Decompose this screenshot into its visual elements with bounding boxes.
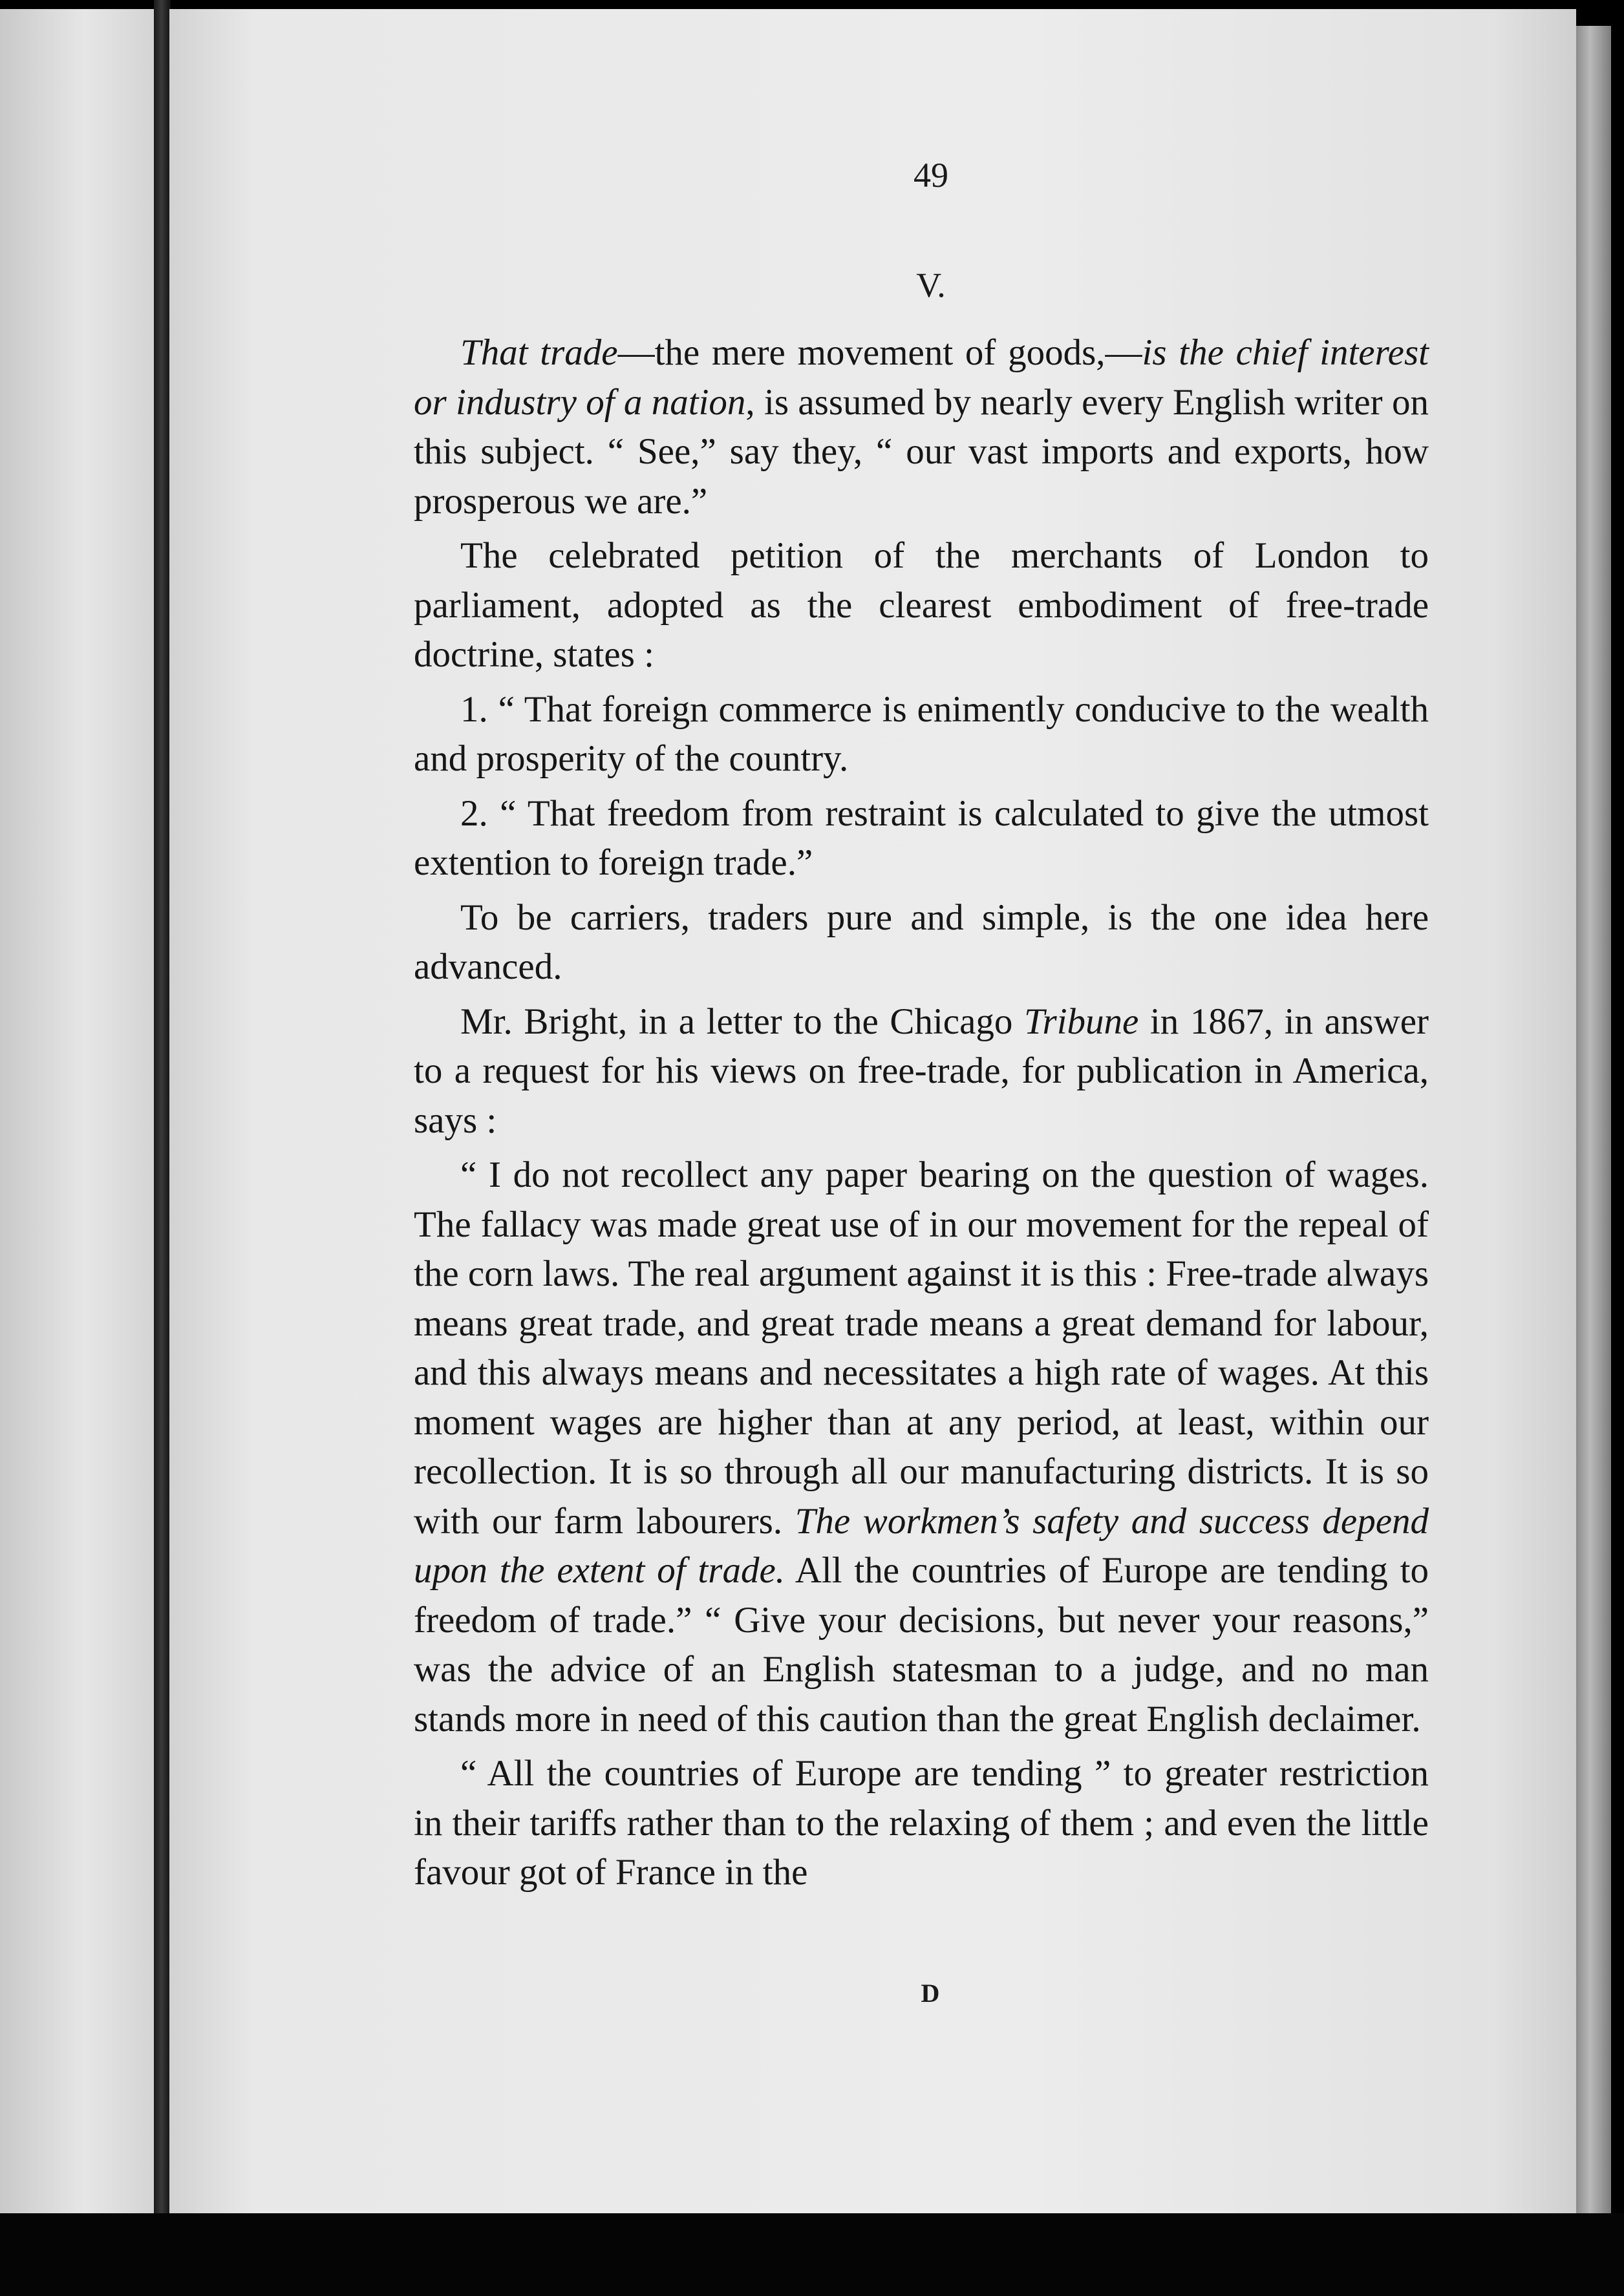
paragraph-6: [414, 997, 1429, 1146]
body-text: [414, 328, 1429, 1903]
paragraph-5: To be carriers, traders pure and simple, is the one idea here advanced.: [414, 897, 1429, 987]
text-run: All the countries of Europe are tending to freedom of trade.” “ Give your decisions, but never your reasons,” was the advice of an English statesman to a judge, and no man stands more in need of this caution than the great English declaimer.: [414, 1550, 1429, 1739]
facing-page-edge: [0, 9, 154, 2213]
italic-phrase: Tribune: [1023, 1001, 1139, 1042]
paragraph-7: [414, 1151, 1429, 1744]
paragraph-2: The celebrated petition of the merchants of London to parliament, adopted as the clearest embodiment of free-trade doctrine, states :: [414, 535, 1429, 675]
paragraph-8: “ All the countries of Europe are tending ” to greater restriction in their tariffs rather than to the relaxing of them ; and even the little favour got of France in the: [414, 1753, 1429, 1893]
text-run: Mr. Bright, in a letter to the Chicago: [460, 1001, 1024, 1042]
section-heading: V.: [916, 266, 946, 304]
text-run: in 1867, in answer to a request for his views on free-trade, for publication in America, says :: [414, 1001, 1429, 1141]
italic-phrase: The workmen’s safety and success depend upon the extent of trade.: [414, 1500, 1429, 1591]
text-run: “ I do not recollect any paper bearing on the question of wages. The fallacy was made great use of in our movement for the repeal of the corn laws. The real argument against it is this : Free-trade always means great trade, and great trade means a great demand for labour, and this always means and necessitates a high rate of wages. At this moment wages are higher than at any period, at least, within our recollection. It is so through all our manufacturing districts. It is so with our farm labourers.: [414, 1154, 1429, 1542]
page-stack-edge: [1576, 26, 1611, 2237]
book-spine: [154, 0, 171, 2224]
italic-phrase: is the chief interest or industry of a nation: [414, 332, 1429, 423]
paragraph-1: [414, 328, 1429, 526]
scan-border: [0, 2213, 1624, 2296]
text-run: —the mere movement of goods,—: [617, 332, 1142, 373]
paragraph-3: 1. “ That foreign commerce is enimently conducive to the wealth and prosperity of the country.: [414, 688, 1429, 779]
text-run: , is assumed by nearly every English writer on this subject. “ See,” say they, “ our vast imports and exports, how prosperous we are.”: [414, 381, 1429, 522]
paragraph-4: 2. “ That freedom from restraint is calculated to give the utmost extention to foreign trade.”: [414, 792, 1429, 883]
italic-phrase: That trade: [460, 332, 618, 373]
page-number: 49: [914, 156, 948, 195]
signature-mark: D: [921, 1979, 941, 2008]
